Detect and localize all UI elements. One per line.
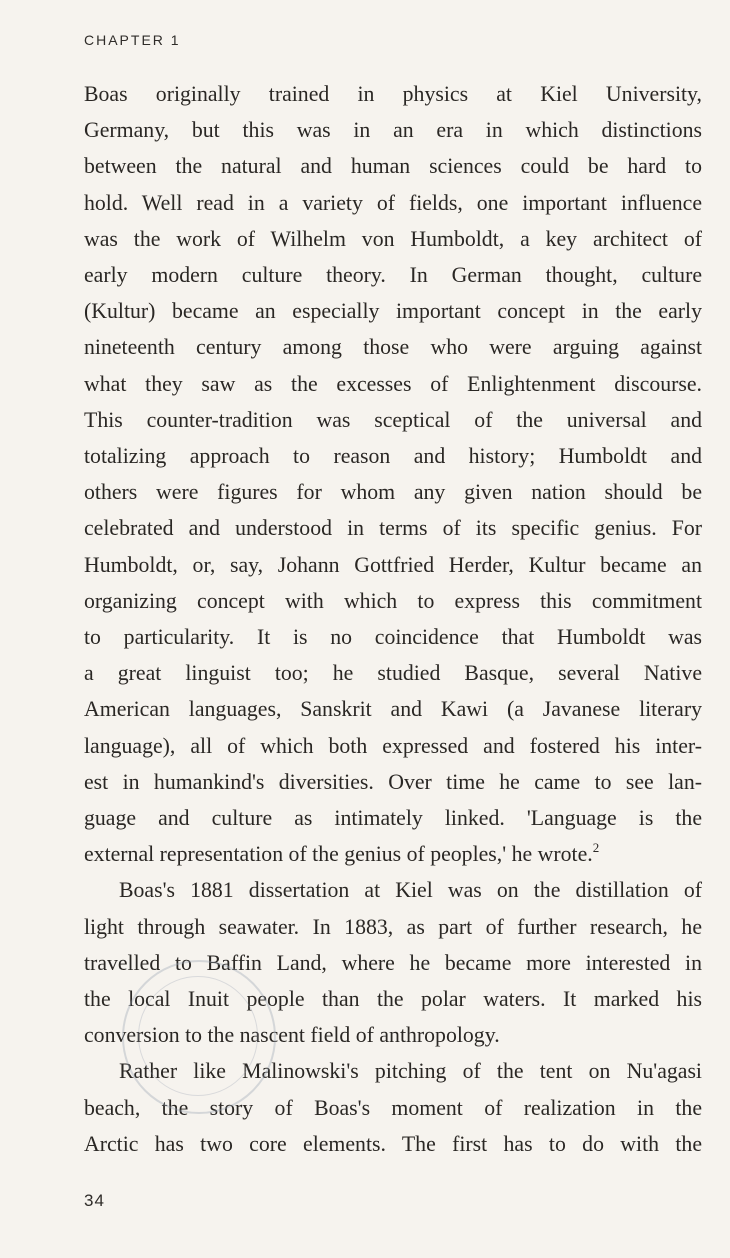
text-line: celebrated and understood in terms of its specific genius. For xyxy=(84,516,702,541)
text-line: Boas's 1881 dissertation at Kiel was on the distillation of xyxy=(119,878,702,903)
text-line: Rather like Malinowski's pitching of the tent on Nu'agasi xyxy=(119,1059,702,1084)
text-line: others were figures for whom any given nation should be xyxy=(84,480,702,505)
text-line: (Kultur) became an especially important concept in the early xyxy=(84,299,702,324)
text-line: Boas originally trained in physics at Kiel University, xyxy=(84,82,702,106)
text-line: language), all of which both expressed and fostered his inter- xyxy=(84,733,702,758)
text-line: est in humankind's diversities. Over time he came to see lan- xyxy=(84,769,702,794)
body-text xyxy=(84,76,702,1162)
text-line: light through seawater. In 1883, as part of further research, he xyxy=(84,914,702,939)
text-line: a great linguist too; he studied Basque, several Native xyxy=(84,661,702,686)
text-line: was the work of Wilhelm von Humboldt, a key architect of xyxy=(84,226,702,251)
text-line: between the natural and human sciences could be hard to xyxy=(84,154,702,179)
text-line: totalizing approach to reason and history; Humboldt and xyxy=(84,444,702,469)
text-line: conversion to the nascent field of anthropology. xyxy=(84,1023,500,1048)
text-line: hold. Well read in a variety of fields, one important influence xyxy=(84,190,702,215)
text-line: Arctic has two core elements. The first has to do with the xyxy=(84,1131,702,1156)
text-line: beach, the story of Boas's moment of realization in the xyxy=(84,1095,702,1120)
page-number: 34 xyxy=(84,1191,105,1210)
text-line: the local Inuit people than the polar waters. It marked his xyxy=(84,987,702,1012)
text-line: nineteenth century among those who were arguing against xyxy=(84,335,702,360)
text-line: early modern culture theory. In German thought, culture xyxy=(84,263,702,288)
text-line: what they saw as the excesses of Enlightenment discourse. xyxy=(84,371,702,396)
text-line: external representation of the genius of peoples,' he wrote. xyxy=(84,842,593,867)
text-line: This counter-tradition was sceptical of the universal and xyxy=(84,407,702,432)
running-head: CHAPTER 1 xyxy=(84,32,181,48)
text-line: travelled to Baffin Land, where he became more interested in xyxy=(84,950,702,975)
text-line: to particularity. It is no coincidence that Humboldt was xyxy=(84,625,702,650)
text-line-with-footnote xyxy=(84,836,702,872)
text-line: guage and culture as intimately linked. 'Language is the xyxy=(84,806,702,831)
footnote-marker[interactable]: 2 xyxy=(592,840,600,856)
text-line: American languages, Sanskrit and Kawi (a Javanese literary xyxy=(84,697,702,722)
text-line: organizing concept with which to express this commitment xyxy=(84,588,702,613)
text-line: Germany, but this was in an era in which distinctions xyxy=(84,118,702,143)
text-line: Humboldt, or, say, Johann Gottfried Herder, Kultur became an xyxy=(84,552,702,577)
